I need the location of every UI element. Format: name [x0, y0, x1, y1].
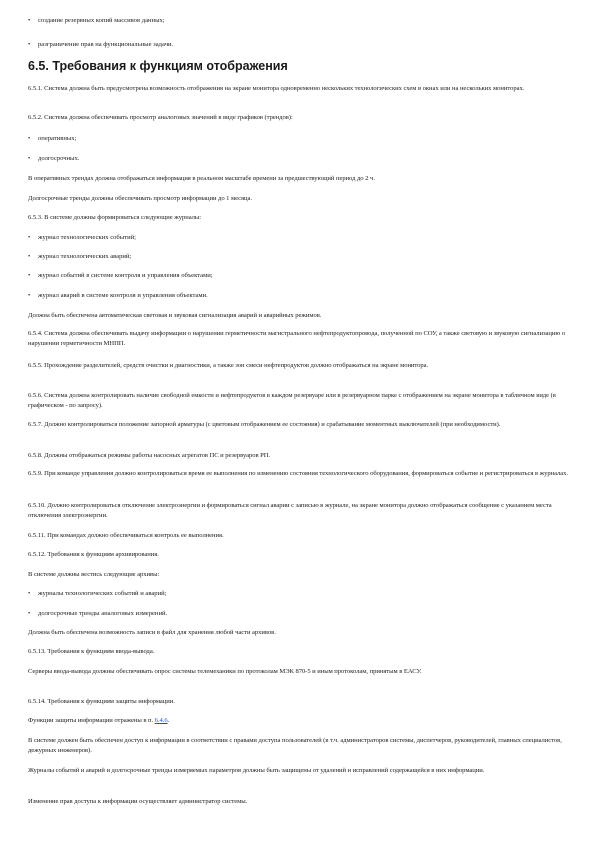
bullet-icon: •	[28, 135, 31, 142]
paragraph: 6.5.14. Требования к функциям защиты информации.	[28, 698, 175, 705]
paragraph: 6.5.7. Должно контролироваться положение запорной арматуры (с цветовым отображением ее состояния) и срабатывание моментных выключателей (при необходимости).	[28, 421, 501, 428]
paragraph: 6.5.1. Система должна быть предусмотрена возможность отображения на экране монитора одновременно нескольких технологических схем в окнах или на нескольких мониторах.	[28, 85, 525, 92]
bullet-icon: •	[28, 292, 31, 299]
paragraph: 6.5.12. Требования к функциям архивирования.	[28, 551, 159, 558]
list-item: • журнал аварий в системе контроля и управления объектами.	[28, 291, 578, 301]
paragraph: Серверы ввода-вывода должны обеспечивать опрос системы телемеханики по протоколам МЭК 870-5 и иным протоколам, принятым в ЕАСУ.	[28, 668, 422, 675]
list-item: • создание резервных копий массивов данных;	[28, 16, 578, 26]
list-item: • долгосрочные тренды аналоговых измерений.	[28, 609, 578, 619]
paragraph: 6.5.3. В системе должны формироваться следующие журналы:	[28, 214, 202, 221]
paragraph: В системе должны вестись следующие архивы:	[28, 571, 160, 578]
list-item: • долгосрочных.	[28, 154, 578, 164]
paragraph: 6.5.13. Требования к функциям ввода-вывода.	[28, 648, 155, 655]
paragraph: Журналы событий и аварий и долгосрочные тренды измеряемых параметров должны быть защищены от удалений и исправлений содержащейся в них информации.	[28, 767, 485, 774]
paragraph: 6.5.11. При командах должно обеспечиваться контроль ее выполнения.	[28, 532, 224, 539]
paragraph: Долгосрочные тренды должны обеспечивать просмотр информации до 1 месяца.	[28, 195, 252, 202]
bullet-icon: •	[28, 272, 31, 279]
section-link[interactable]: 6.4.6	[154, 717, 168, 724]
paragraph: 6.5.6. Система должна контролировать наличие свободной емкости и нефтепродуктов в каждом резервуаре или в резервуарном парке с отображением на экране монитора в табличном виде (в графическом - по запросу).	[28, 392, 556, 410]
bullet-icon: •	[28, 590, 31, 597]
bullet-icon: •	[28, 610, 31, 617]
paragraph: 6.5.9. При команде управления должно контролироваться время ее выполнения по изменению состояния технологического оборудования, формироваться событие и регистрироваться в журналах.	[28, 470, 568, 477]
paragraph: В системе должен быть обеспечен доступ к информации в соответствии с правами доступа пользователей (в т.ч. администраторов системы, диспетчеров, руководителей, главных специалистов, дежурных инженеров).	[28, 737, 562, 755]
list-item: • журнал технологических событий;	[28, 233, 578, 243]
bullet-icon: •	[28, 17, 31, 24]
paragraph: 6.5.5. Прохождение разделителей, средств очистки и диагностики, а также зон смеси нефтепродуктов должно отображаться на экране монитора.	[28, 362, 429, 369]
bullet-icon: •	[28, 155, 31, 162]
section-heading: 6.5. Требования к функциям отображения	[28, 59, 288, 73]
list-item: • журнал событий в системе контроля и управления объектами;	[28, 271, 578, 281]
paragraph: В оперативных трендах должна отображаться информация в реальном масштабе времени за предшествующий период до 2 ч.	[28, 175, 375, 182]
paragraph: Функции защиты информации отражены в п. 6.4.6.	[28, 717, 170, 724]
paragraph: 6.5.4. Система должна обеспечивать выдачу информации о нарушении герметичности магистрального нефтепродуктопровода, полученной по СОУ, а также световую и звуковую сигнализацию о нарушении герметичности МНПП.	[28, 330, 566, 348]
list-item: • разграничение прав на функциональные задачи.	[28, 40, 578, 50]
list-item: • оперативных;	[28, 134, 578, 144]
paragraph: Должна быть обеспечена возможность записи в файл для хранения любой части архивов.	[28, 629, 276, 636]
bullet-icon: •	[28, 234, 31, 241]
bullet-icon: •	[28, 41, 31, 48]
bullet-icon: •	[28, 253, 31, 260]
list-item: • журналы технологических событий и аварий;	[28, 589, 578, 599]
list-item: • журнал технологических аварий;	[28, 252, 578, 262]
paragraph: 6.5.10. Должно контролироваться отключение электроэнергии и формироваться сигнал аварии с записью в журнале, на экране монитора должно отображаться сообщение с указанием места отключения электроэнергии.	[28, 502, 552, 520]
paragraph: Должна быть обеспечена автоматическая световая и звуковая сигнализация аварий и аварийных режимов.	[28, 312, 322, 319]
paragraph: 6.5.8. Должны отображаться режимы работы насосных агрегатов ПС и резервуаров РП.	[28, 452, 271, 459]
paragraph: Изменение прав доступа к информации осуществляет администратор системы.	[28, 798, 248, 805]
paragraph: 6.5.2. Система должна обеспечивать просмотр аналоговых значений в виде графиков (трендов):	[28, 114, 293, 121]
